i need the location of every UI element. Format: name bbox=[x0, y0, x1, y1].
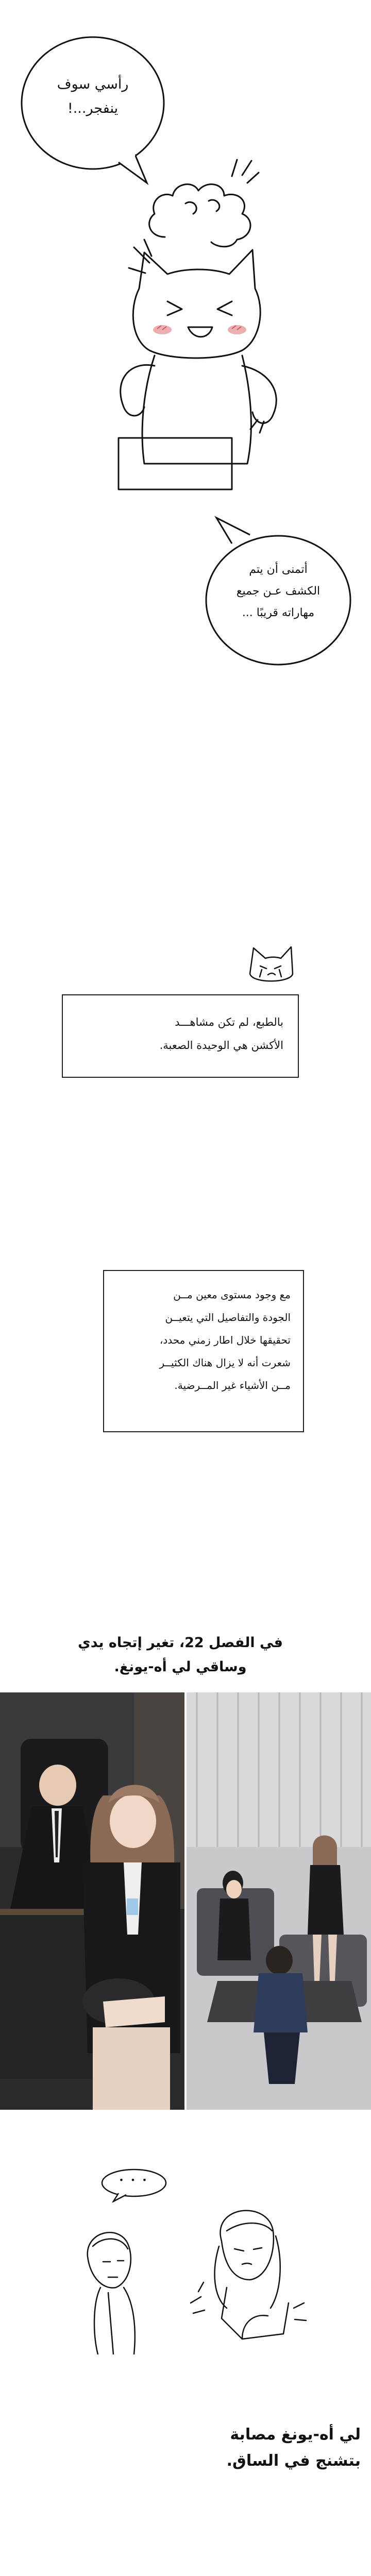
box-action-line2: الأكشن هي الوحيدة الصعبة. bbox=[159, 1039, 283, 1052]
box-action-line1: بالطبع، لم تكن مشاهـــد bbox=[175, 1016, 283, 1028]
bottom-caption-line1: لي أه-يونغ مصابة bbox=[230, 2426, 361, 2444]
bottom-caption-line2: بتشنج في الساق. bbox=[226, 2452, 361, 2470]
narration-box-action bbox=[62, 994, 299, 1078]
comparison-panels bbox=[0, 1692, 371, 2110]
box-quality-line5: مــن الأشياء غير المــرضية. bbox=[174, 1379, 291, 1392]
narration-box-quality bbox=[103, 1270, 304, 1432]
crying-cat-icon bbox=[242, 943, 299, 987]
narration-box-quality-text bbox=[159, 1283, 291, 1397]
chapter-caption bbox=[52, 1631, 309, 1680]
speech-bubble-hope-text bbox=[216, 559, 340, 623]
bottom-caption bbox=[211, 2421, 361, 2474]
thought-dots: • • • bbox=[119, 2175, 149, 2185]
bubble-hope-line3: مهاراته قريبًا ... bbox=[242, 606, 315, 619]
box-quality-line1: مع وجود مستوى معين مــن bbox=[173, 1289, 291, 1301]
box-quality-line3: تحقيقها خلال اطار زمني محدد، bbox=[159, 1334, 291, 1346]
speech-bubble-top-text bbox=[36, 72, 149, 121]
panel-right-illustration bbox=[187, 1692, 371, 2110]
bubble-hope-line1: أتمنى أن يتم bbox=[249, 563, 308, 576]
panel-left-illustration bbox=[0, 1692, 184, 2110]
chibi-cat-drawing bbox=[77, 139, 314, 510]
narration-box-action-text bbox=[160, 1011, 283, 1057]
doodle-man-and-woman bbox=[72, 2200, 314, 2354]
bubble-top-line2: ينفجر...! bbox=[67, 100, 119, 117]
bubble-top-line1: رأسي سوف bbox=[57, 76, 129, 92]
chapter-caption-line1: في الفصل 22، تغير إتجاه يدي bbox=[78, 1635, 283, 1651]
box-quality-line4: شعرت أنه لا يزال هناك الكثيــر bbox=[159, 1357, 291, 1369]
chapter-caption-line2: وساقي لي أه-يونغ. bbox=[114, 1659, 247, 1675]
bubble-hope-line2: الكشف عـن جميع bbox=[236, 584, 321, 598]
box-quality-line2: الجودة والتفاصيل التي يتعيــن bbox=[165, 1311, 291, 1324]
